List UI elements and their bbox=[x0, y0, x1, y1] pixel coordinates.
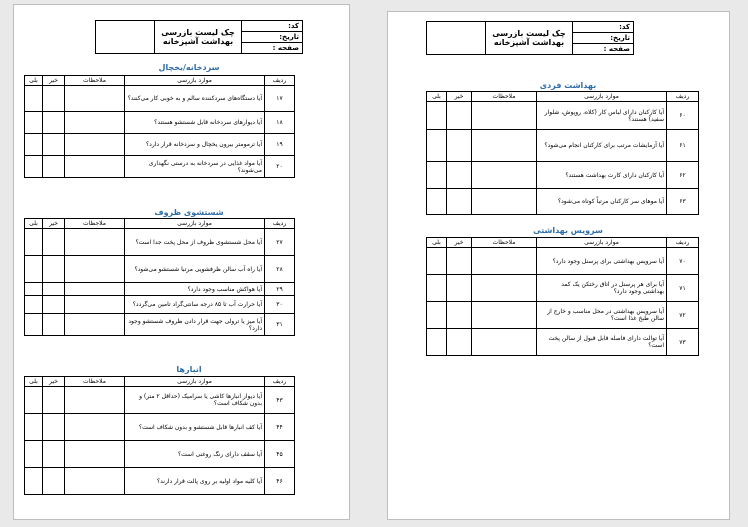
no-cell[interactable] bbox=[43, 414, 65, 441]
table-row bbox=[427, 162, 699, 189]
yes-cell[interactable] bbox=[427, 189, 447, 215]
yes-cell[interactable] bbox=[25, 387, 43, 414]
col-row: ردیف bbox=[265, 377, 295, 387]
row-number: ۶۲ bbox=[667, 162, 699, 189]
col-yes: بلی bbox=[25, 377, 43, 387]
notes-cell[interactable] bbox=[65, 314, 125, 336]
yes-cell[interactable] bbox=[25, 229, 43, 256]
row-number: ۴۴ bbox=[265, 414, 295, 441]
table-header-row bbox=[25, 76, 295, 86]
notes-cell[interactable] bbox=[472, 248, 537, 275]
item-text: آیا هواکش مناسب وجود دارد؟ bbox=[125, 283, 265, 296]
no-cell[interactable] bbox=[43, 156, 65, 178]
table-header-row bbox=[25, 377, 295, 387]
item-text: آیا میز یا ترولی جهت قرار دادن ظروف شستشو وجود دارد؟ bbox=[125, 314, 265, 336]
item-text: آیا سقف دارای رنگ روغنی است؟ bbox=[125, 441, 265, 468]
yes-cell[interactable] bbox=[427, 102, 447, 130]
item-text: آیا سرویس بهداشتی برای پرسنل وجود دارد؟ bbox=[537, 248, 667, 275]
row-number: ۱۸ bbox=[265, 112, 295, 134]
notes-cell[interactable] bbox=[472, 189, 537, 215]
yes-cell[interactable] bbox=[25, 414, 43, 441]
notes-cell[interactable] bbox=[472, 329, 537, 356]
table-row bbox=[25, 314, 295, 336]
yes-cell[interactable] bbox=[427, 130, 447, 162]
yes-cell[interactable] bbox=[25, 441, 43, 468]
item-text: آیا مواد غذایی در سردخانه به درستی نگهداری می‌شوند؟ bbox=[125, 156, 265, 178]
table-row bbox=[25, 468, 295, 495]
col-no: خیر bbox=[43, 377, 65, 387]
item-text: آیا کارکنان دارای لباس کار (کلاه، روپوش، شلوار سفید) هستند؟ bbox=[537, 102, 667, 130]
row-number: ۷۰ bbox=[667, 248, 699, 275]
table-row bbox=[25, 256, 295, 283]
header-box bbox=[95, 20, 303, 54]
yes-cell[interactable] bbox=[427, 248, 447, 275]
table-row bbox=[427, 102, 699, 130]
table-row bbox=[25, 296, 295, 314]
item-text: آیا کارکنان دارای کارت بهداشت هستند؟ bbox=[537, 162, 667, 189]
no-cell[interactable] bbox=[447, 248, 472, 275]
notes-cell[interactable] bbox=[472, 275, 537, 302]
col-row: ردیف bbox=[667, 238, 699, 248]
item-text: آیا حرارت آب تا ۸۵ درجه سانتی‌گراد تامین می‌گردد؟ bbox=[125, 296, 265, 314]
table-row bbox=[25, 86, 295, 112]
row-number: ۳۱ bbox=[265, 314, 295, 336]
yes-cell[interactable] bbox=[25, 296, 43, 314]
no-cell[interactable] bbox=[43, 387, 65, 414]
no-cell[interactable] bbox=[43, 441, 65, 468]
section-title: سرویس بهداشتی bbox=[533, 226, 603, 235]
row-number: ۱۹ bbox=[265, 134, 295, 156]
left-page bbox=[13, 4, 350, 520]
row-number: ۷۲ bbox=[667, 302, 699, 329]
col-yes: بلی bbox=[427, 238, 447, 248]
checklist-table bbox=[24, 376, 295, 495]
notes-cell[interactable] bbox=[472, 130, 537, 162]
notes-cell[interactable] bbox=[65, 112, 125, 134]
yes-cell[interactable] bbox=[427, 162, 447, 189]
notes-cell[interactable] bbox=[65, 414, 125, 441]
col-notes: ملاحظات bbox=[65, 76, 125, 86]
notes-cell[interactable] bbox=[65, 256, 125, 283]
row-number: ۷۳ bbox=[667, 329, 699, 356]
col-row: ردیف bbox=[265, 76, 295, 86]
no-cell[interactable] bbox=[447, 102, 472, 130]
row-number: ۴۳ bbox=[265, 387, 295, 414]
col-yes: بلی bbox=[25, 219, 43, 229]
row-number: ۷۱ bbox=[667, 275, 699, 302]
section-title: شستشوی ظروف bbox=[154, 208, 224, 217]
header-title: چک لیست بازرسی بهداشت آشپزخانه bbox=[486, 22, 573, 54]
checklist-table bbox=[426, 237, 699, 356]
table-header-row bbox=[427, 238, 699, 248]
yes-cell[interactable] bbox=[25, 314, 43, 336]
yes-cell[interactable] bbox=[25, 112, 43, 134]
header-fields bbox=[573, 22, 633, 54]
col-notes: ملاحظات bbox=[65, 219, 125, 229]
table-header-row bbox=[25, 219, 295, 229]
checklist-table bbox=[24, 75, 295, 178]
col-row: ردیف bbox=[667, 92, 699, 102]
col-item: موارد بازرسی bbox=[125, 377, 265, 387]
no-cell[interactable] bbox=[43, 256, 65, 283]
page-number-label: صفحه : bbox=[272, 44, 299, 52]
no-cell[interactable] bbox=[43, 296, 65, 314]
table-row bbox=[25, 387, 295, 414]
notes-cell[interactable] bbox=[472, 302, 537, 329]
header-fields bbox=[242, 21, 302, 53]
table-row bbox=[427, 130, 699, 162]
yes-cell[interactable] bbox=[427, 329, 447, 356]
row-number: ۶۳ bbox=[667, 189, 699, 215]
no-cell[interactable] bbox=[447, 275, 472, 302]
table-row bbox=[427, 275, 699, 302]
section-title: سردخانه/یخچال bbox=[158, 63, 220, 72]
table-row bbox=[427, 189, 699, 215]
row-number: ۴۵ bbox=[265, 441, 295, 468]
yes-cell[interactable] bbox=[25, 134, 43, 156]
no-cell[interactable] bbox=[447, 162, 472, 189]
header-title: چک لیست بازرسی بهداشت آشپزخانه bbox=[155, 21, 242, 53]
notes-cell[interactable] bbox=[472, 102, 537, 130]
item-text: آیا کلیه مواد اولیه بر روی پالت قرار دارند؟ bbox=[125, 468, 265, 495]
col-item: موارد بازرسی bbox=[537, 92, 667, 102]
table-row bbox=[25, 441, 295, 468]
col-item: موارد بازرسی bbox=[125, 76, 265, 86]
notes-cell[interactable] bbox=[65, 283, 125, 296]
code-label: کد: bbox=[573, 22, 633, 33]
notes-cell[interactable] bbox=[472, 162, 537, 189]
row-number: ۶۰ bbox=[667, 102, 699, 130]
table-row bbox=[25, 414, 295, 441]
yes-cell[interactable] bbox=[427, 302, 447, 329]
notes-cell[interactable] bbox=[65, 86, 125, 112]
item-text: آیا موهای سر کارکنان مرتباً کوتاه می‌شود؟ bbox=[537, 189, 667, 215]
header-blank-cell bbox=[96, 21, 155, 53]
date-label: تاریخ: bbox=[573, 33, 633, 44]
right-page bbox=[387, 11, 730, 520]
no-cell[interactable] bbox=[447, 130, 472, 162]
row-number: ۲۷ bbox=[265, 229, 295, 256]
no-cell[interactable] bbox=[43, 229, 65, 256]
yes-cell[interactable] bbox=[25, 283, 43, 296]
item-text: آیا محل شستشوی ظروف از محل پخت جدا است؟ bbox=[125, 229, 265, 256]
no-cell[interactable] bbox=[447, 302, 472, 329]
section-title: بهداشت فردی bbox=[539, 81, 597, 90]
section-title: انبارها bbox=[176, 365, 202, 374]
row-number: ۴۶ bbox=[265, 468, 295, 495]
row-number: ۲۹ bbox=[265, 283, 295, 296]
col-no: خیر bbox=[447, 92, 472, 102]
col-no: خیر bbox=[43, 219, 65, 229]
col-yes: بلی bbox=[25, 76, 43, 86]
notes-cell[interactable] bbox=[65, 387, 125, 414]
col-item: موارد بازرسی bbox=[125, 219, 265, 229]
checklist-table bbox=[24, 218, 295, 336]
table-row bbox=[427, 302, 699, 329]
no-cell[interactable] bbox=[43, 112, 65, 134]
item-text: آیا دیوارهای سردخانه قابل شستشو هستند؟ bbox=[125, 112, 265, 134]
row-number: ۱۷ bbox=[265, 86, 295, 112]
row-number: ۶۱ bbox=[667, 130, 699, 162]
row-number: ۳۰ bbox=[265, 296, 295, 314]
col-notes: ملاحظات bbox=[472, 92, 537, 102]
item-text: آیا ترمومتر بیرون یخچال و سردخانه قرار دارد؟ bbox=[125, 134, 265, 156]
notes-cell[interactable] bbox=[65, 156, 125, 178]
item-text: آیا توالت دارای فاصله قابل قبول از سالن پخت است؟ bbox=[537, 329, 667, 356]
checklist-table bbox=[426, 91, 699, 215]
col-notes: ملاحظات bbox=[65, 377, 125, 387]
notes-cell[interactable] bbox=[65, 229, 125, 256]
item-text: آیا برای هر پرسنل در اتاق رختکن یک کمد بهداشتی وجود دارد؟ bbox=[537, 275, 667, 302]
table-row bbox=[25, 283, 295, 296]
table-row bbox=[25, 112, 295, 134]
yes-cell[interactable] bbox=[427, 275, 447, 302]
date-label: تاریخ: bbox=[242, 32, 302, 43]
col-row: ردیف bbox=[265, 219, 295, 229]
no-cell[interactable] bbox=[447, 329, 472, 356]
table-row bbox=[25, 156, 295, 178]
notes-cell[interactable] bbox=[65, 296, 125, 314]
item-text: آیا دستگاه‌های سردکننده سالم و به خوبی کار می‌کنند؟ bbox=[125, 86, 265, 112]
notes-cell[interactable] bbox=[65, 441, 125, 468]
yes-cell[interactable] bbox=[25, 156, 43, 178]
table-row bbox=[25, 229, 295, 256]
row-number: ۲۸ bbox=[265, 256, 295, 283]
col-no: خیر bbox=[447, 238, 472, 248]
notes-cell[interactable] bbox=[65, 134, 125, 156]
col-yes: بلی bbox=[427, 92, 447, 102]
no-cell[interactable] bbox=[43, 134, 65, 156]
item-text: آیا آزمایشات مرتب برای کارکنان انجام می‌شود؟ bbox=[537, 130, 667, 162]
item-text: آیا سرویس بهداشتی در محل مناسب و خارج از سالن طبخ غذا است؟ bbox=[537, 302, 667, 329]
item-text: آیا دیوار انبارها کاشی یا سرامیک (حداقل ۲ متر) و بدون شکاف است؟ bbox=[125, 387, 265, 414]
col-item: موارد بازرسی bbox=[537, 238, 667, 248]
code-label: کد: bbox=[242, 21, 302, 32]
no-cell[interactable] bbox=[43, 283, 65, 296]
item-text: آیا راه آب سالن ظرفشویی مرتبا شستشو می‌شود؟ bbox=[125, 256, 265, 283]
yes-cell[interactable] bbox=[25, 468, 43, 495]
table-row bbox=[427, 329, 699, 356]
table-row bbox=[25, 134, 295, 156]
yes-cell[interactable] bbox=[25, 86, 43, 112]
no-cell[interactable] bbox=[43, 468, 65, 495]
page-number-label: صفحه : bbox=[603, 45, 630, 53]
notes-cell[interactable] bbox=[65, 468, 125, 495]
no-cell[interactable] bbox=[43, 86, 65, 112]
no-cell[interactable] bbox=[447, 189, 472, 215]
no-cell[interactable] bbox=[43, 314, 65, 336]
row-number: ۲۰ bbox=[265, 156, 295, 178]
yes-cell[interactable] bbox=[25, 256, 43, 283]
header-blank-cell bbox=[427, 22, 486, 54]
item-text: آیا کف انبارها قابل شستشو و بدون شکاف است؟ bbox=[125, 414, 265, 441]
table-row bbox=[427, 248, 699, 275]
table-header-row bbox=[427, 92, 699, 102]
col-notes: ملاحظات bbox=[472, 238, 537, 248]
header-box bbox=[426, 21, 634, 55]
col-no: خیر bbox=[43, 76, 65, 86]
